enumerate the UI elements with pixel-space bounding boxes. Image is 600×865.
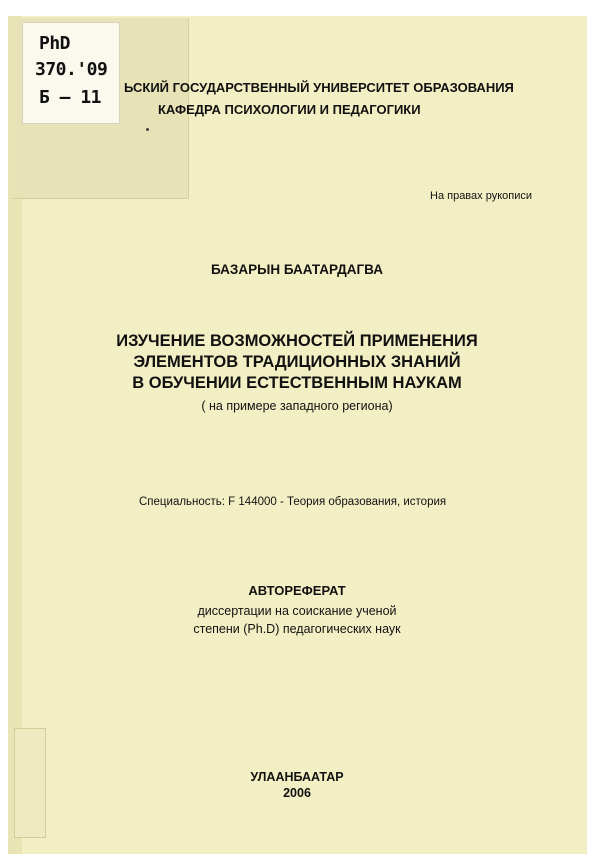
label-line-3: Б – 11 [39,87,102,108]
title-line-3: В ОБУЧЕНИИ ЕСТЕСТВЕННЫМ НАУКАМ [132,374,462,392]
abstract-line-2: степени (Ph.D) педагогических наук [193,622,401,636]
publication-city: УЛААНБААТАР [250,770,344,784]
title-line-2: ЭЛЕМЕНТОВ ТРАДИЦИОННЫХ ЗНАНИЙ [133,353,461,371]
label-line-2: 370.'09 [35,59,108,80]
rights-note: На правах рукописи [430,190,532,202]
university-name: ЬСКИЙ ГОСУДАРСТВЕННЫЙ УНИВЕРСИТЕТ ОБРАЗОВАНИЯ [124,80,514,95]
library-call-number-label [22,22,120,124]
ink-speck [146,128,149,131]
label-line-1: PhD [39,33,71,54]
author-name: БАЗАРЫН БААТАРДАГВА [210,262,384,277]
title-subtitle: ( на примере западного региона) [201,399,393,413]
abstract-heading: АВТОРЕФЕРАТ [248,583,346,598]
publication-year: 2006 [283,786,311,800]
specialty-line: Специальность: F 144000 - Теория образования, история [139,496,447,508]
abstract-line-1: диссертации на соискание ученой [197,604,397,618]
title-line-1: ИЗУЧЕНИЕ ВОЗМОЖНОСТЕЙ ПРИМЕНЕНИЯ [116,332,478,350]
department-name: КАФЕДРА ПСИХОЛОГИИ И ПЕДАГОГИКИ [158,102,421,117]
